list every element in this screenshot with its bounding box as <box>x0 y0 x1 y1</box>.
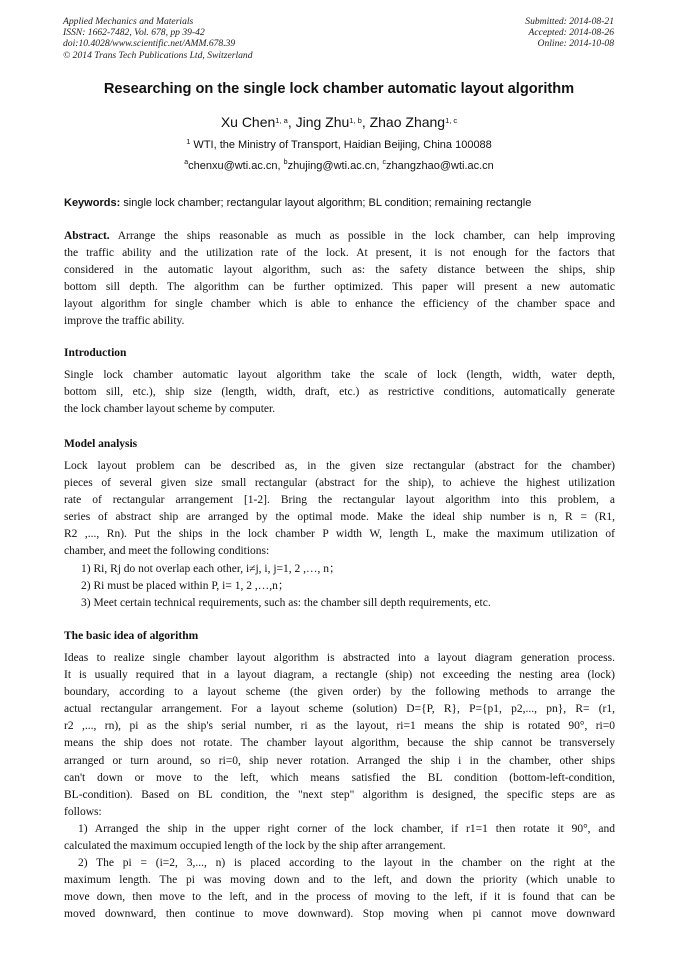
condition-item: 1) Ri, Rj do not overlap each other, i≠j, i, j=1, 2 ,…, n； <box>81 562 341 575</box>
abstract-line: Abstract. Arrange the ships reasonable as much as possible in the lock chamber, can help improving <box>64 230 615 242</box>
abstract-line: considered in the automatic layout algorithm, such as: the safety distance between the ships, ship <box>64 264 615 277</box>
author-name: Zhao Zhang <box>369 114 446 130</box>
keywords-text: single lock chamber; rectangular layout algorithm; BL condition; remaining rectangle <box>120 197 532 209</box>
basic-idea-section <box>64 628 615 924</box>
model-analysis-body <box>64 458 615 612</box>
text-line: can't down or move to the left, which means satisfied the BL condition (bottom-left-condition, <box>64 771 615 784</box>
email-link[interactable]: zhangzhao@wti.ac.cn <box>386 160 494 172</box>
text-line: Ideas to realize single chamber layout algorithm is abstracted into a layout diagram generation process. <box>64 652 615 664</box>
abstract-line: the traffic ability and the utilization rate of the lock. At present, it is not enough for the factors that <box>64 247 615 260</box>
keywords-label: Keywords: <box>64 197 121 209</box>
text-line: arranged or turn around, so ri=0, ship never rotation. Arranged the ship i in the chamber, other ships <box>64 754 615 767</box>
author-list: Xu Chen$^{1, a}$, Jing Zhu$^{1, b}$, Zhao Zhang$^{1, c}$ <box>220 114 458 130</box>
email-link[interactable]: zhujing@wti.ac.cn <box>287 160 377 172</box>
basic-idea-body <box>64 650 615 924</box>
abstract-section <box>64 228 615 331</box>
affiliation <box>0 137 678 153</box>
introduction-section <box>64 345 615 418</box>
abstract-line: bottom sill depth. The algorithm can be further optimized. This paper will present a new automatic <box>64 281 615 294</box>
condition-item: 2) Ri must be placed within P, i= 1, 2 ,…,n； <box>81 579 290 592</box>
model-analysis-section <box>64 436 615 612</box>
step-line: 1) Arranged the ship in the upper right corner of the lock chamber, if r1=1 then rotate it 90°, and <box>78 822 615 835</box>
issn-line: ISSN: 1662-7482, Vol. 678, pp 39-42 <box>63 27 205 39</box>
author-sup: 1, b <box>349 116 362 125</box>
abstract-line: improve the traffic ability. <box>64 315 185 328</box>
text-line: series of abstract ship are arranged by the optimal mode. Make the ideal ship number is n, R = (R1, <box>64 511 615 524</box>
step-line: 2) The pi = (i=2, 3,..., n) is placed according to the layout in the chamber on the right at the <box>78 857 615 870</box>
text-line: actual rectangular arrangement. For a layout scheme (solution) D={P, R}, P={p1, p2,..., pn}, R= (r1, <box>64 703 615 716</box>
text-line: rate of rectangular arrangement [1-2]. Bring the rectangular layout algorithm into this problem, a <box>64 494 615 507</box>
condition-item: 3) Meet certain technical requirements, such as: the chamber sill depth requirements, etc. <box>81 596 491 609</box>
step-line: moved downward, then continue to move downward). Stop moving when pi cannot move downward <box>64 908 615 921</box>
abstract-line: layout algorithm for single chamber which is able to enhance the efficiency of the chamber space and <box>64 298 615 311</box>
author-sup: 1, a <box>275 116 288 125</box>
author-sup: 1, c <box>445 116 458 125</box>
text-line: means the ship does not rotate. The chamber layout algorithm, because the ship cannot be transversely <box>64 737 615 750</box>
copyright-line: © 2014 Trans Tech Publications Ltd, Switzerland <box>63 49 253 61</box>
text-line: boundary, according to a layout scheme (the given order) by the following methods to arrange the <box>64 686 615 699</box>
journal-name: Applied Mechanics and Materials <box>63 16 194 27</box>
affiliation-sup: 1 <box>186 137 191 146</box>
text-line: Single lock chamber automatic layout algorithm take the scale of lock (length, width, water depth, <box>64 369 615 381</box>
submitted-date: Submitted: 2014-08-21 <box>525 16 614 27</box>
text-line: the lock chamber layout scheme by computer. <box>64 403 276 416</box>
accepted-date: Accepted: 2014-08-26 <box>528 27 614 39</box>
online-date: Online: 2014-10-08 <box>537 38 614 50</box>
doi-line[interactable]: doi:10.4028/www.scientific.net/AMM.678.39 <box>63 38 236 50</box>
text-line: bottom sill, etc.), ship size (length, width, draft, etc.) as restrictive conditions, automatically generate <box>64 386 615 399</box>
basic-idea-heading: The basic idea of algorithm <box>64 630 199 642</box>
paper-title: Researching on the single lock chamber automatic layout algorithm <box>103 81 575 97</box>
author-name: Xu Chen <box>220 114 276 130</box>
text-line: It is usually required that in a layout diagram, a rectangle (ship) not exceeding the nesting area (lock) <box>64 669 615 682</box>
step-line: move down, then move to the left, and in the process of moving to the left, if it is found that can be <box>64 891 615 904</box>
step-line: calculated the maximum occupied length of the lock by the ship after arrangement. <box>64 840 446 853</box>
affiliation-text: WTI, the Ministry of Transport, Haidian Beijing, China 100088 <box>190 139 492 151</box>
email-sup: b <box>283 159 288 166</box>
model-analysis-heading: Model analysis <box>64 438 138 450</box>
journal-info <box>63 16 253 61</box>
email-sup: c <box>382 159 387 166</box>
author-emails: $^a$chenxu@wti.ac.cn, $^b$zhujing@wti.ac.cn, $^c$zhangzhao@wti.ac.cn <box>184 159 494 172</box>
introduction-heading: Introduction <box>64 347 127 359</box>
text-line: chamber, and meet the following conditions: <box>64 545 270 558</box>
step-line: maximum length. The pi was moving down and to the left, and down the priority (which unable to <box>64 874 615 887</box>
author-name: Jing Zhu <box>295 114 350 130</box>
dates-info <box>525 16 614 50</box>
text-line: BL-condition). Based on BL condition, the "next step" algorithm is designed, the specific steps are as <box>64 788 615 801</box>
abstract-label: Abstract. <box>64 230 110 242</box>
email-sup: a <box>184 159 189 166</box>
text-line: r2 ,..., rn), pi as the ship's serial number, ri as the layout, ri=1 means the ship is rotated 90°, ri=0 <box>64 720 615 733</box>
text-line: Lock layout problem can be described as, in the given size rectangular (abstract for the chamber) <box>64 460 615 472</box>
text-line: R2 ,..., Rn). Put the ships in the lock chamber P width W, length L, make the maximum utilization of <box>64 528 615 541</box>
text-line: pieces of several given size small rectangular (abstract for the ship), to achieve the highest utilization <box>64 477 615 490</box>
keywords <box>64 195 616 211</box>
email-link[interactable]: chenxu@wti.ac.cn <box>188 160 278 172</box>
text-line: follows: <box>64 805 102 818</box>
introduction-body <box>64 367 615 418</box>
